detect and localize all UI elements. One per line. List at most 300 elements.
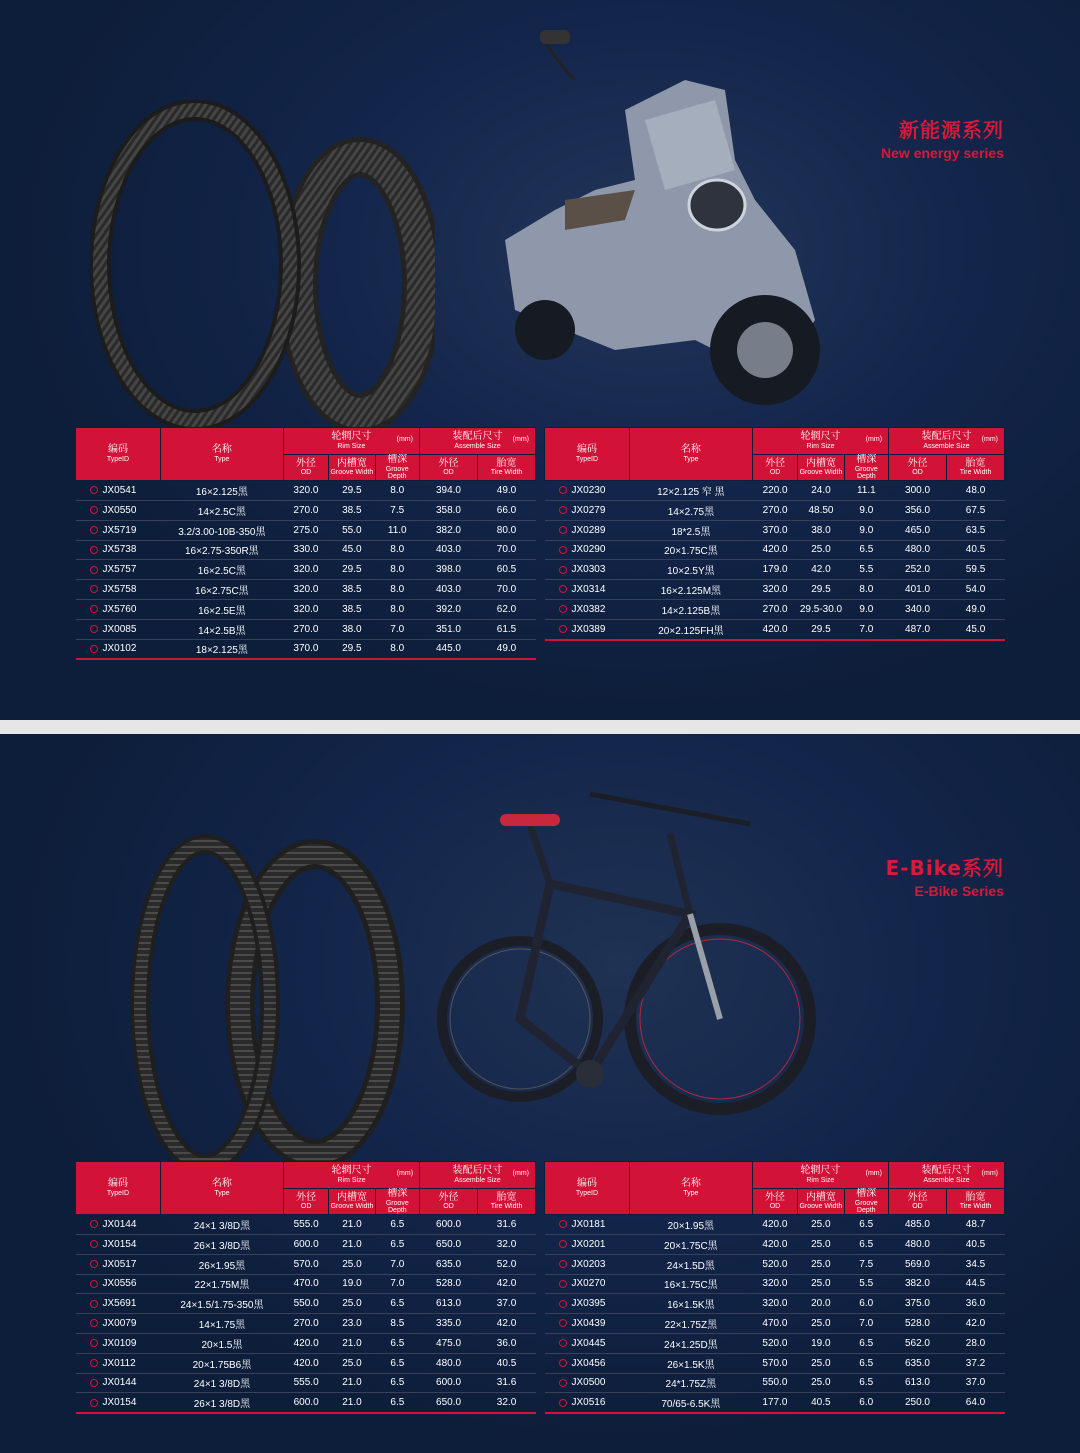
col-tire-width	[478, 455, 536, 481]
table-row	[76, 1234, 536, 1254]
cell-groove-width: 24.0	[798, 481, 844, 501]
header-en: Rim Size	[806, 442, 835, 450]
cell-type: 14×2.5B黑	[160, 619, 283, 639]
unit-label: (mm)	[396, 1170, 414, 1177]
cell-groove-width: 29.5	[329, 481, 375, 501]
bullet-icon	[90, 1399, 98, 1407]
cell-groove-depth: 6.5	[375, 1393, 419, 1413]
cell-typeid	[76, 500, 161, 520]
bullet-icon	[90, 546, 98, 554]
typeid-text: JX0382	[571, 603, 606, 615]
typeid-text: JX0279	[571, 504, 606, 516]
cell-rim-od: 420.0	[752, 1234, 797, 1254]
col-groove-depth	[375, 1189, 419, 1215]
col-assemble-size	[888, 1162, 1004, 1189]
cell-tire-width: 62.0	[478, 599, 536, 619]
bicycle-image	[430, 774, 830, 1164]
cell-assemble-od: 375.0	[888, 1294, 946, 1314]
cell-groove-width: 38.5	[329, 500, 375, 520]
cell-assemble-od: 480.0	[420, 1353, 478, 1373]
cell-groove-depth: 7.5	[844, 1254, 888, 1274]
cell-groove-depth: 5.5	[844, 560, 888, 580]
cell-groove-width: 25.0	[329, 1294, 375, 1314]
cell-type: 26×1 3/8D黑	[160, 1234, 283, 1254]
typeid-text: JX0517	[102, 1258, 137, 1270]
cell-assemble-od: 382.0	[419, 520, 477, 540]
cell-rim-od: 555.0	[283, 1215, 328, 1235]
cell-groove-width: 29.5-30.0	[798, 599, 844, 619]
header-cn: 装配后尺寸	[452, 431, 503, 443]
col-rim-size	[283, 428, 419, 455]
col-rim-od	[283, 1189, 328, 1215]
header-cn: 胎宽	[965, 457, 986, 469]
table-row	[76, 481, 536, 501]
spec-table-right	[544, 427, 1005, 641]
cell-tire-width: 59.5	[947, 560, 1005, 580]
cell-rim-od: 320.0	[283, 481, 328, 501]
header-en: Type	[683, 1189, 699, 1197]
typeid-text: JX0112	[102, 1357, 136, 1369]
cell-groove-depth: 8.0	[844, 580, 888, 600]
cell-rim-od: 420.0	[752, 540, 797, 560]
unit-label: (mm)	[865, 1170, 882, 1177]
header-cn: 名称	[680, 1178, 701, 1190]
col-groove-width	[329, 455, 375, 481]
cell-rim-od: 420.0	[283, 1333, 328, 1353]
cell-rim-od: 600.0	[283, 1393, 328, 1413]
cell-rim-od: 420.0	[283, 1353, 328, 1373]
bullet-icon	[559, 625, 567, 633]
cell-rim-od: 470.0	[283, 1274, 328, 1294]
header-cn: 胎宽	[965, 1191, 986, 1203]
header-cn: 槽深	[856, 1188, 877, 1199]
cell-groove-width: 25.0	[798, 1353, 844, 1373]
cell-type: 20×1.75C黑	[629, 540, 752, 560]
cell-groove-depth: 6.5	[375, 1234, 419, 1254]
cell-type: 16×1.75C黑	[629, 1274, 752, 1294]
header-cn: 装配后尺寸	[921, 431, 972, 443]
cell-groove-depth: 8.0	[375, 481, 419, 501]
cell-groove-width: 19.0	[798, 1333, 844, 1353]
col-groove-width	[329, 1189, 375, 1215]
cell-tire-width: 37.0	[478, 1294, 536, 1314]
col-typeid	[545, 1162, 630, 1215]
cell-groove-width: 45.0	[329, 540, 375, 560]
col-tire-width	[947, 455, 1005, 481]
unit-label: (mm)	[981, 436, 998, 443]
new-energy-title	[881, 114, 1004, 161]
typeid-text: JX0550	[102, 504, 137, 516]
typeid-text: JX0181	[571, 1219, 606, 1231]
cell-tire-width: 42.0	[947, 1314, 1005, 1334]
cell-rim-od: 555.0	[283, 1373, 328, 1393]
header-en: Tire Width	[959, 1203, 992, 1211]
cell-groove-depth: 6.5	[375, 1373, 419, 1393]
unit-label: (mm)	[396, 436, 413, 443]
cell-rim-od: 270.0	[283, 619, 328, 639]
cell-groove-width: 21.0	[329, 1333, 375, 1353]
cell-groove-width: 48.50	[798, 500, 844, 520]
cell-tire-width: 40.5	[947, 540, 1005, 560]
bullet-icon	[559, 506, 567, 514]
header-cn: 内槽宽	[805, 457, 836, 469]
bullet-icon	[559, 1220, 567, 1228]
cell-typeid	[545, 1234, 630, 1254]
cell-groove-depth: 7.0	[844, 1314, 888, 1334]
series-title-en: New energy series	[881, 145, 1004, 161]
series-title-cn: 新能源系列	[899, 118, 1004, 142]
typeid-text: JX0270	[571, 1278, 606, 1290]
typeid-text: JX0144	[102, 1377, 137, 1389]
table-row	[545, 1234, 1005, 1254]
typeid-text: JX0289	[571, 524, 606, 536]
cell-groove-depth: 8.0	[375, 580, 419, 600]
cell-assemble-od: 650.0	[420, 1234, 478, 1254]
cell-typeid	[545, 580, 630, 600]
bullet-icon	[559, 546, 567, 554]
series-title-cn: E-Bike系列	[885, 856, 1004, 880]
cell-groove-depth: 8.5	[375, 1314, 419, 1334]
spec-table-right	[544, 1161, 1005, 1414]
header-en: OD	[300, 1203, 312, 1211]
typeid-text: JX0314	[571, 584, 606, 596]
typeid-text: JX5719	[102, 524, 137, 536]
typeid-text: JX0439	[571, 1318, 606, 1330]
header-row	[545, 1162, 1005, 1189]
cell-assemble-od: 358.0	[419, 500, 477, 520]
typeid-text: JX0154	[102, 1397, 137, 1409]
cell-type: 16×2.5C黑	[160, 560, 283, 580]
cell-rim-od: 220.0	[752, 481, 797, 501]
cell-type: 16×2.75C黑	[160, 580, 283, 600]
cell-assemble-od: 480.0	[889, 540, 947, 560]
cell-rim-od: 275.0	[283, 520, 328, 540]
cell-typeid	[76, 599, 161, 619]
cell-tire-width: 36.0	[947, 1294, 1005, 1314]
cell-tire-width: 54.0	[947, 580, 1005, 600]
col-assemble-size	[420, 1162, 536, 1189]
cell-rim-od: 520.0	[752, 1333, 797, 1353]
cell-typeid	[545, 1254, 630, 1274]
cell-assemble-od: 445.0	[419, 639, 477, 659]
header-en: Assemble Size	[923, 442, 970, 450]
cell-typeid	[76, 1314, 161, 1334]
bullet-icon	[90, 506, 98, 514]
bullet-icon	[559, 1399, 567, 1407]
header-en: Type	[214, 1189, 230, 1197]
cell-typeid	[76, 1333, 161, 1353]
bullet-icon	[559, 1280, 567, 1288]
bullet-icon	[90, 1339, 98, 1347]
cell-groove-depth: 8.0	[375, 639, 419, 659]
bullet-icon	[90, 1379, 98, 1387]
cell-rim-od: 370.0	[752, 520, 797, 540]
col-tire-width	[478, 1189, 536, 1215]
cell-groove-depth: 8.0	[375, 560, 419, 580]
header-cn: 编码	[107, 444, 128, 456]
cell-assemble-od: 569.0	[888, 1254, 946, 1274]
cell-groove-width: 25.0	[329, 1353, 375, 1373]
cell-assemble-od: 650.0	[420, 1393, 478, 1413]
cell-groove-width: 21.0	[329, 1393, 375, 1413]
cell-groove-width: 25.0	[798, 1314, 844, 1334]
header-en: OD	[443, 1203, 454, 1211]
cell-assemble-od: 403.0	[419, 540, 477, 560]
header-cn: 编码	[107, 1178, 128, 1190]
header-en: Tire Width	[490, 469, 523, 477]
bullet-icon	[90, 625, 98, 633]
typeid-text: JX0389	[571, 623, 606, 635]
col-rim-od	[752, 1189, 797, 1215]
cell-tire-width: 49.0	[947, 599, 1005, 619]
header-cn: 名称	[680, 444, 701, 456]
bullet-icon	[90, 605, 98, 613]
cell-typeid	[76, 1353, 161, 1373]
cell-rim-od: 600.0	[283, 1234, 328, 1254]
cell-typeid	[76, 1393, 161, 1413]
cell-type: 24×1.25D黑	[629, 1333, 752, 1353]
col-typeid	[76, 1162, 161, 1215]
cell-groove-width: 23.0	[329, 1314, 375, 1334]
bullet-icon	[559, 486, 567, 494]
bullet-icon	[559, 566, 567, 574]
cell-groove-depth: 6.0	[844, 1294, 888, 1314]
header-cn: 外径	[765, 457, 786, 469]
col-assemble-size	[889, 428, 1005, 455]
cell-groove-width: 20.0	[798, 1294, 844, 1314]
header-en: Groove Width	[330, 469, 374, 477]
cell-groove-depth: 7.5	[375, 500, 419, 520]
cell-rim-od: 420.0	[752, 1215, 797, 1235]
table-row	[545, 1393, 1005, 1413]
header-cn: 槽深	[856, 454, 877, 465]
bullet-icon	[90, 1319, 98, 1327]
cell-type: 18*2.5黑	[629, 520, 752, 540]
table-row	[545, 500, 1005, 520]
bullet-icon	[90, 1359, 98, 1367]
cell-typeid	[545, 1353, 630, 1373]
table-row	[76, 599, 536, 619]
cell-assemble-od: 487.0	[889, 619, 947, 639]
header-cn: 装配后尺寸	[452, 1165, 503, 1177]
header-cn: 名称	[211, 444, 232, 456]
cell-assemble-od: 485.0	[888, 1215, 946, 1235]
cell-type: 16×2.125黑	[160, 481, 283, 501]
typeid-text: JX0109	[102, 1337, 137, 1349]
bullet-icon	[90, 486, 98, 494]
cell-typeid	[545, 599, 630, 619]
cell-assemble-od: 528.0	[420, 1274, 478, 1294]
table-row	[545, 1373, 1005, 1393]
cell-groove-depth: 6.5	[375, 1294, 419, 1314]
cell-typeid	[76, 619, 161, 639]
cell-assemble-od: 635.0	[888, 1353, 946, 1373]
header-cn: 轮辋尺寸	[331, 431, 372, 443]
cell-type: 24×1.5/1.75-350黑	[160, 1294, 283, 1314]
cell-typeid	[76, 560, 161, 580]
typeid-text: JX0516	[571, 1397, 606, 1409]
cell-tire-width: 48.7	[947, 1215, 1005, 1235]
cell-assemble-od: 398.0	[419, 560, 477, 580]
bullet-icon	[90, 1300, 98, 1308]
cell-groove-depth: 6.5	[844, 1215, 888, 1235]
table-row	[76, 1353, 536, 1373]
header-cn: 轮辋尺寸	[331, 1165, 372, 1177]
col-assemble-od	[419, 455, 477, 481]
typeid-text: JX0085	[102, 623, 137, 635]
cell-tire-width: 70.0	[478, 580, 536, 600]
spec-table-left	[75, 1161, 536, 1414]
cell-type: 16×2.75-350R黑	[160, 540, 283, 560]
header-en: Type	[683, 455, 699, 463]
cell-tire-width: 31.6	[478, 1373, 536, 1393]
typeid-text: JX0445	[571, 1337, 606, 1349]
header-cn: 轮辋尺寸	[800, 431, 841, 443]
cell-tire-width: 42.0	[478, 1314, 536, 1334]
col-tire-width	[947, 1189, 1005, 1215]
col-rim-size	[283, 1162, 419, 1189]
cell-type: 24×1 3/8D黑	[160, 1215, 283, 1235]
header-en: Groove Depth	[854, 1199, 878, 1214]
cell-groove-depth: 6.0	[844, 1393, 888, 1413]
col-type	[629, 1162, 752, 1215]
cell-rim-od: 550.0	[283, 1294, 328, 1314]
header-en: TypeID	[106, 1189, 130, 1197]
cell-tire-width: 32.0	[478, 1393, 536, 1413]
cell-typeid	[76, 481, 161, 501]
typeid-text: JX5757	[102, 564, 137, 576]
cell-typeid	[76, 540, 161, 560]
tire-image	[90, 100, 435, 430]
cell-groove-depth: 6.5	[844, 1234, 888, 1254]
cell-assemble-od: 356.0	[889, 500, 947, 520]
cell-groove-depth: 7.0	[375, 619, 419, 639]
col-assemble-od	[420, 1189, 478, 1215]
cell-groove-width: 19.0	[329, 1274, 375, 1294]
bullet-icon	[90, 526, 98, 534]
header-cn: 内槽宽	[805, 1191, 836, 1203]
cell-type: 14×2.5C黑	[160, 500, 283, 520]
table-row	[545, 540, 1005, 560]
ebike-title	[886, 852, 1004, 899]
header-row	[76, 1162, 536, 1189]
bullet-icon	[90, 645, 98, 653]
bullet-icon	[90, 1220, 98, 1228]
header-en: OD	[769, 1203, 781, 1211]
header-en: OD	[769, 469, 781, 477]
cell-type: 26×1.95黑	[160, 1254, 283, 1274]
bullet-icon	[90, 1280, 98, 1288]
cell-assemble-od: 351.0	[419, 619, 477, 639]
typeid-text: JX0303	[571, 564, 606, 576]
cell-groove-width: 21.0	[329, 1215, 375, 1235]
header-en: Tire Width	[959, 469, 992, 477]
header-en: Type	[214, 455, 230, 463]
cell-typeid	[545, 540, 630, 560]
cell-assemble-od: 382.0	[888, 1274, 946, 1294]
cell-assemble-od: 392.0	[419, 599, 477, 619]
cell-rim-od: 370.0	[283, 639, 328, 659]
cell-assemble-od: 250.0	[888, 1393, 946, 1413]
cell-tire-width: 49.0	[478, 639, 536, 659]
header-en: OD	[443, 469, 454, 477]
col-groove-depth	[375, 455, 419, 481]
col-groove-depth	[844, 1189, 888, 1215]
cell-assemble-od: 600.0	[420, 1373, 478, 1393]
header-cn: 轮辋尺寸	[800, 1165, 841, 1177]
cell-tire-width: 40.5	[947, 1234, 1005, 1254]
header-en: Groove Width	[799, 469, 843, 477]
table-row	[76, 580, 536, 600]
col-assemble-od	[888, 1189, 946, 1215]
cell-rim-od: 320.0	[283, 560, 328, 580]
cell-tire-width: 40.5	[478, 1353, 536, 1373]
cell-type: 24×1 3/8D黑	[160, 1373, 283, 1393]
cell-groove-width: 55.0	[329, 520, 375, 540]
col-rim-od	[752, 455, 797, 481]
cell-rim-od: 270.0	[283, 500, 328, 520]
cell-type: 26×1 3/8D黑	[160, 1393, 283, 1413]
bullet-icon	[559, 526, 567, 534]
col-assemble-od	[889, 455, 947, 481]
cell-type: 24×1.5D黑	[629, 1254, 752, 1274]
cell-assemble-od: 635.0	[420, 1254, 478, 1274]
cell-groove-width: 38.0	[798, 520, 844, 540]
cell-groove-depth: 7.0	[844, 619, 888, 639]
cell-rim-od: 330.0	[283, 540, 328, 560]
cell-tire-width: 37.2	[947, 1353, 1005, 1373]
cell-tire-width: 52.0	[478, 1254, 536, 1274]
cell-type: 18×2.125黑	[160, 639, 283, 659]
cell-type: 20×1.5黑	[160, 1333, 283, 1353]
table-row	[76, 1215, 536, 1235]
cell-groove-width: 38.0	[329, 619, 375, 639]
table-row	[545, 1353, 1005, 1373]
bullet-icon	[559, 1319, 567, 1327]
cell-groove-depth: 7.0	[375, 1254, 419, 1274]
cell-groove-depth: 8.0	[375, 599, 419, 619]
cell-rim-od: 320.0	[752, 1274, 797, 1294]
cell-groove-width: 29.5	[798, 580, 844, 600]
cell-typeid	[545, 1294, 630, 1314]
typeid-text: JX0541	[102, 485, 137, 497]
cell-groove-depth: 8.0	[375, 540, 419, 560]
header-cn: 胎宽	[496, 457, 517, 469]
cell-tire-width: 42.0	[478, 1274, 536, 1294]
col-type	[160, 1162, 283, 1215]
ebike-section	[0, 734, 1080, 1453]
cell-tire-width: 60.5	[478, 560, 536, 580]
cell-type: 14×1.75黑	[160, 1314, 283, 1334]
cell-rim-od: 520.0	[752, 1254, 797, 1274]
unit-label: (mm)	[512, 436, 529, 443]
typeid-text: JX0290	[571, 544, 606, 556]
cell-groove-depth: 6.5	[844, 1333, 888, 1353]
cell-typeid	[76, 1274, 161, 1294]
cell-groove-width: 25.0	[798, 1234, 844, 1254]
table-row	[76, 520, 536, 540]
cell-type: 70/65-6.5K黑	[629, 1393, 752, 1413]
bullet-icon	[559, 585, 567, 593]
table-row	[76, 639, 536, 659]
cell-groove-width: 38.5	[329, 599, 375, 619]
cell-groove-width: 25.0	[798, 540, 844, 560]
table-row	[76, 1314, 536, 1334]
header-en: Rim Size	[337, 442, 366, 450]
bullet-icon	[559, 1240, 567, 1248]
unit-label: (mm)	[981, 1170, 998, 1177]
cell-assemble-od: 465.0	[889, 520, 947, 540]
